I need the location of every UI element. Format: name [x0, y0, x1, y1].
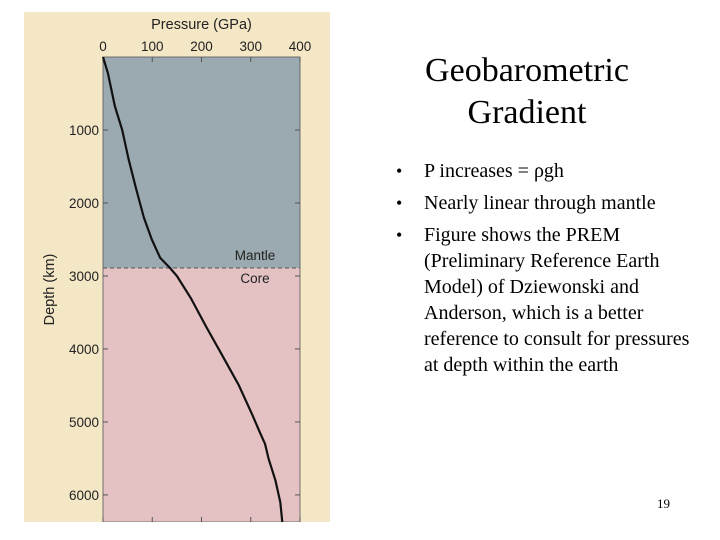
region-label-core: Core	[240, 271, 270, 287]
bullet-icon: •	[396, 193, 403, 213]
slide-title	[372, 50, 682, 134]
x-tick-label: 0	[99, 39, 107, 54]
slide-title-line-2: Gradient	[467, 94, 587, 131]
y-tick-label: 4000	[68, 341, 99, 357]
y-axis-label: Depth (km)	[42, 253, 58, 326]
bullet-icon: •	[396, 225, 403, 245]
region-label-mantle: Mantle	[234, 248, 276, 264]
y-tick-label: 6000	[68, 487, 99, 503]
chart-canvas	[24, 12, 330, 522]
x-tick-label: 100	[140, 39, 164, 54]
y-tick-label: 1000	[68, 122, 99, 138]
bullet-text: P increases = ρgh	[424, 160, 564, 182]
slide-page-number: 19	[657, 496, 670, 511]
bullet-icon: •	[396, 161, 403, 181]
x-tick-label: 300	[239, 39, 263, 54]
x-tick-label: 400	[288, 39, 312, 54]
bullet-item	[392, 158, 692, 184]
bullet-list	[392, 158, 692, 384]
slide-title-line-1: Geobarometric	[425, 52, 629, 89]
prem-pressure-depth-chart	[24, 12, 330, 522]
bullet-text: Nearly linear through mantle	[424, 192, 656, 214]
region-mantle	[103, 57, 300, 268]
x-axis-label: Pressure (GPa)	[151, 17, 252, 33]
y-tick-label: 5000	[68, 414, 99, 430]
bullet-item	[392, 190, 692, 216]
bullet-item	[392, 222, 692, 378]
bullet-text: Figure shows the PREM (Preliminary Reference Earth Model) of Dziewonski and Anderson, which is a better reference to consult for pressures at depth within the earth	[424, 224, 690, 376]
chart-regions	[103, 57, 300, 522]
region-core	[103, 268, 300, 522]
y-tick-label: 2000	[68, 195, 99, 211]
x-tick-label: 200	[190, 39, 213, 54]
y-tick-label: 3000	[68, 268, 99, 284]
